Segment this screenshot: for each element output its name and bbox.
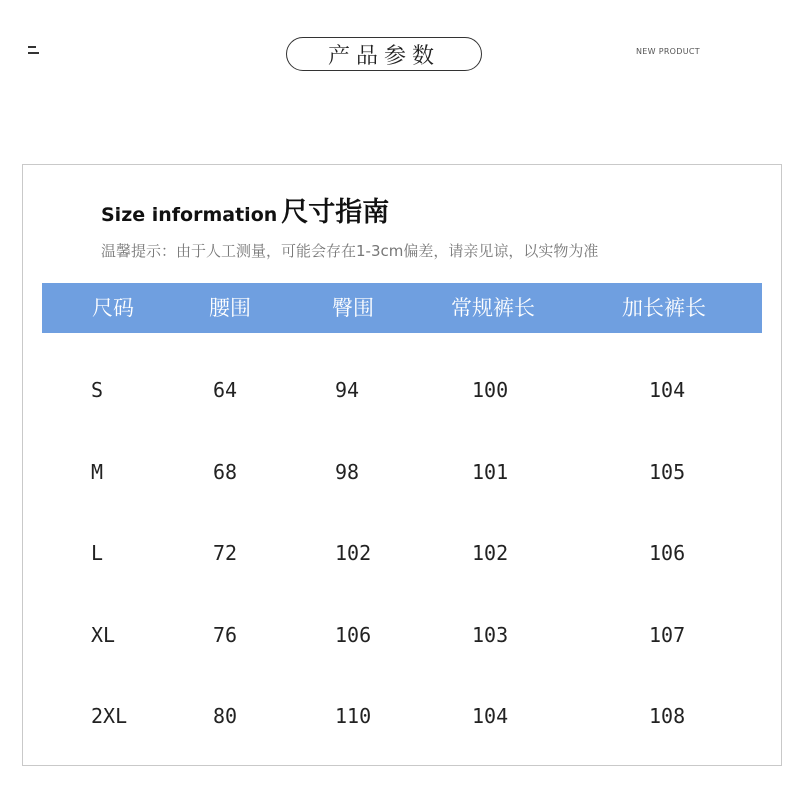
cell-long-length: 104	[649, 378, 686, 402]
cell-long-length: 106	[649, 541, 686, 565]
table-row	[0, 452, 800, 492]
cell-regular-length: 101	[472, 460, 509, 484]
cell-hip: 110	[335, 704, 372, 728]
table-row	[0, 533, 800, 573]
cell-hip: 98	[335, 460, 360, 484]
column-header-waist: 腰围	[209, 296, 251, 320]
cell-size: XL	[91, 623, 116, 647]
cell-hip: 102	[335, 541, 372, 565]
measurement-tip: 温馨提示：由于人工测量，可能会存在1-3cm偏差，请亲见谅，以实物为准	[101, 242, 599, 260]
menu-lines-icon	[28, 44, 40, 56]
table-row	[0, 370, 800, 410]
column-header-regular-length: 常规裤长	[451, 296, 535, 320]
cell-waist: 72	[213, 541, 238, 565]
cell-regular-length: 103	[472, 623, 509, 647]
cell-size: M	[91, 460, 104, 484]
cell-hip: 106	[335, 623, 372, 647]
size-table-header	[42, 283, 762, 333]
cell-long-length: 108	[649, 704, 686, 728]
cell-regular-length: 104	[472, 704, 509, 728]
cell-long-length: 105	[649, 460, 686, 484]
size-heading-cn: 尺寸指南	[281, 197, 390, 228]
cell-size: L	[91, 541, 104, 565]
cell-waist: 80	[213, 704, 238, 728]
column-header-long-length: 加长裤长	[622, 296, 706, 320]
cell-waist: 76	[213, 623, 238, 647]
cell-waist: 64	[213, 378, 238, 402]
size-heading	[101, 190, 389, 229]
cell-hip: 94	[335, 378, 360, 402]
cell-long-length: 107	[649, 623, 686, 647]
table-row	[0, 696, 800, 736]
column-header-hip: 臀围	[332, 296, 374, 320]
cell-regular-length: 100	[472, 378, 509, 402]
cell-size: S	[91, 378, 104, 402]
cell-regular-length: 102	[472, 541, 509, 565]
new-product-tag: NEW PRODUCT	[636, 47, 700, 56]
page-title: 产品参数	[286, 37, 482, 71]
cell-waist: 68	[213, 460, 238, 484]
column-header-size: 尺码	[92, 296, 134, 320]
table-row	[0, 615, 800, 655]
cell-size: 2XL	[91, 704, 128, 728]
size-heading-en: Size information	[101, 204, 278, 226]
